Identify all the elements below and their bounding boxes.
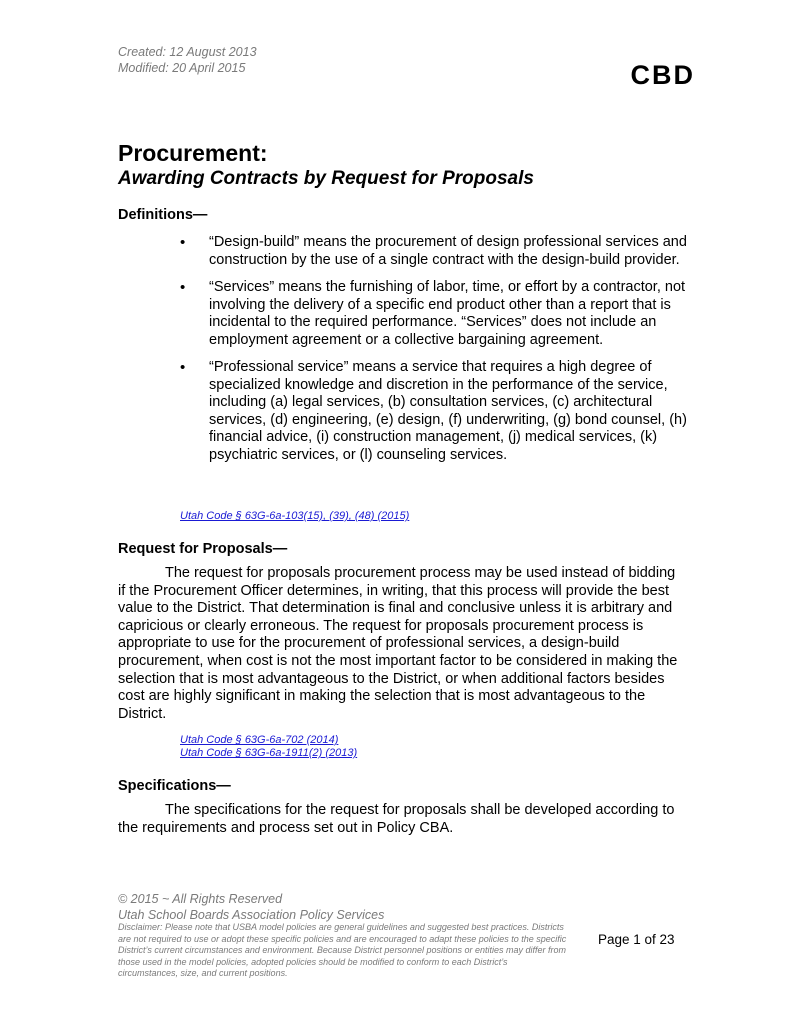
rfp-heading: Request for Proposals— — [118, 541, 288, 557]
document-metadata — [118, 44, 257, 76]
page-title: Procurement: — [118, 140, 268, 166]
page-number: Page 1 of 23 — [598, 932, 675, 947]
definitions-reference-link[interactable]: Utah Code § 63G-6a-103(15), (39), (48) (2015) — [180, 510, 410, 522]
definitions-list — [180, 234, 700, 474]
definition-item: • “Services” means the furnishing of labor, time, or effort by a contractor, not involving the delivery of a specific end product other than a report that is incidental to the required performance. “Services” does not include an employment agreement or a collective bargaining agreement. — [180, 279, 700, 349]
disclaimer-text: Disclaimer: Please note that USBA model policies are general guidelines and suggested best practices. Districts are not required to use or adopt these specific policies and are encouraged to adapt these policies to the specific District’s current circumstances and environment. Because District personnel positions or entities may differ from those used in the model policies, adopted policies should be modified to conform to each District’s circumstances, size, and current positions. — [118, 922, 567, 979]
definition-item: • “Design-build” means the procurement of design professional services and construction by the use of a single contract with the design-build provider. — [180, 234, 700, 269]
specifications-heading: Specifications— — [118, 778, 231, 794]
definition-item: • “Professional service” means a service that requires a high degree of specialized knowledge and discretion in the performance of the service, including (a) legal services, (b) consultation services, (c) architectural services, (d) engineering, (e) design, (f) underwriting, (g) bond counsel, (h) financial advice, (i) construction management, (j) medical services, (k) psychiatric services, or (l) counseling services. — [180, 359, 700, 464]
rfp-reference-link-1[interactable]: Utah Code § 63G-6a-702 (2014) — [180, 734, 339, 746]
copyright-text: © 2015 ~ All Rights Reserved — [118, 892, 283, 906]
modified-date: Modified: 20 April 2015 — [118, 61, 246, 75]
specifications-body: The specifications for the request for proposals shall be developed according to the requirements and process set out in Policy CBA. — [118, 802, 675, 836]
footer-copyright — [118, 891, 384, 923]
created-date: Created: 12 August 2013 — [118, 45, 257, 59]
rfp-reference-link-2[interactable]: Utah Code § 63G-6a-1911(2) (2013) — [180, 747, 358, 759]
organization-name: Utah School Boards Association Policy Services — [118, 908, 385, 922]
policy-code: CBD — [630, 60, 695, 90]
page-subtitle: Awarding Contracts by Request for Proposals — [118, 168, 534, 189]
definitions-heading: Definitions— — [118, 207, 208, 223]
rfp-body: The request for proposals procurement process may be used instead of bidding if the Procurement Officer determines, in writing, that this process will provide the best value to the District. That determination is final and conclusive unless it is arbitrary and capricious or clearly erroneous. The request for proposals procurement process is appropriate to use for the procurement of professional services, a design-build procurement, when cost is not the most important factor to be considered in making the selection that is most advantageous to the District, or when additional factors besides cost are highly significant in making the selection that is most advantageous to the District. — [118, 565, 678, 722]
